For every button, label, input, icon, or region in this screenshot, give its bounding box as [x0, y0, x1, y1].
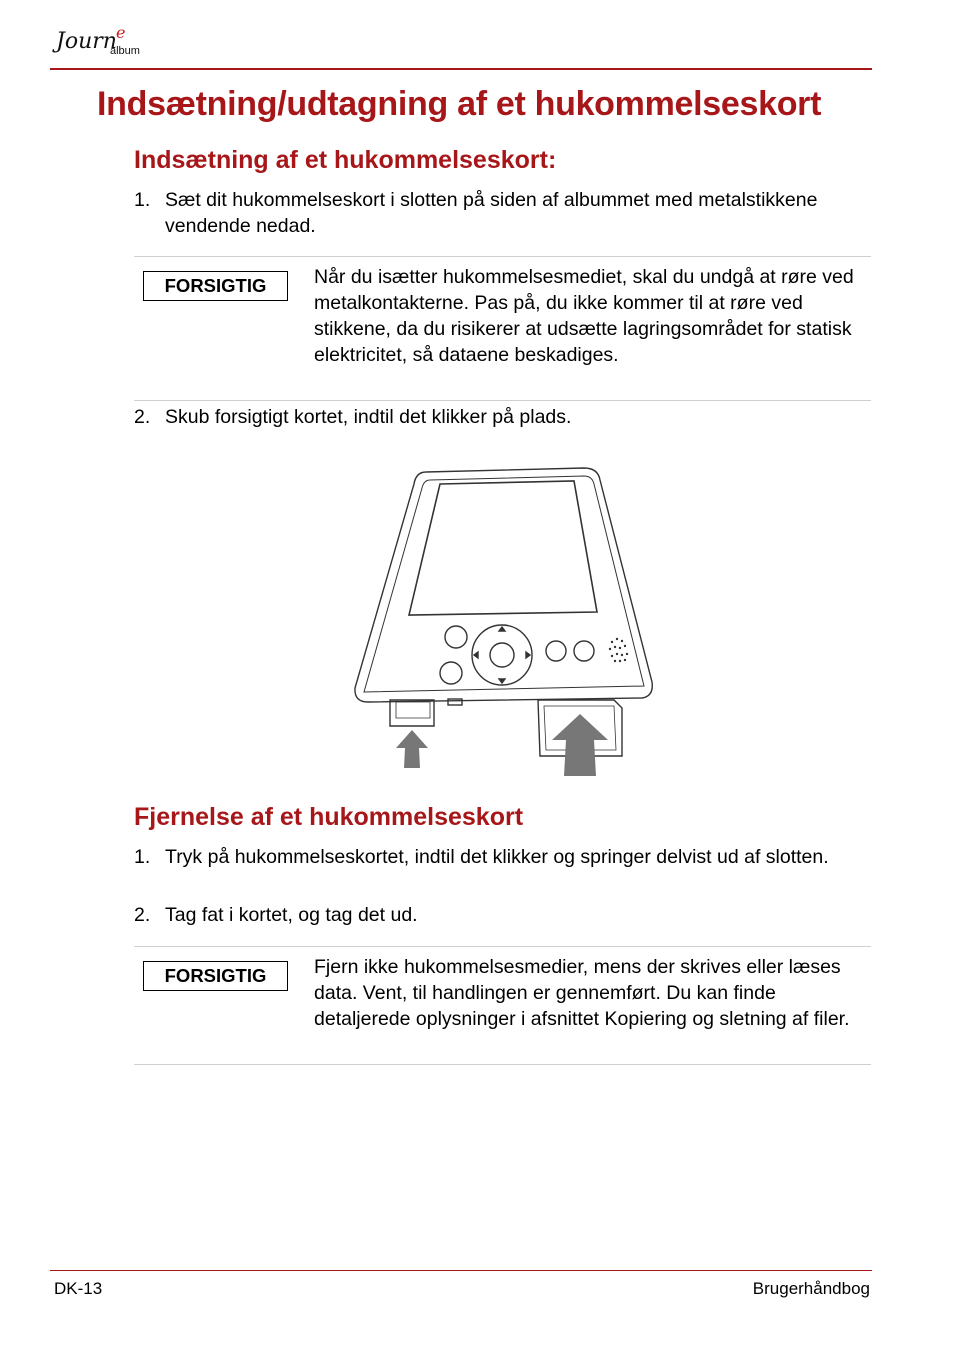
remove-step-2: [134, 902, 854, 928]
caution-box-remove: [134, 946, 871, 1065]
caution-badge: FORSIGTIG: [143, 961, 288, 991]
small-memory-card: [390, 700, 434, 726]
button-lower-left: [440, 662, 462, 684]
step-number: 2.: [134, 904, 151, 926]
device-card-insertion-illustration: [352, 464, 654, 778]
step-text: Skub forsigtigt kortet, indtil det klikker på plads.: [165, 406, 572, 428]
device-screen: [409, 481, 597, 615]
step-text: Sæt dit hukommelseskort i slotten på siden af albummet med metalstikkene vendende nedad.: [165, 189, 818, 237]
dpad-ring: [472, 625, 532, 685]
header-rule: [50, 68, 872, 70]
speaker-grille: [609, 638, 628, 662]
page-title: Indsætning/udtagning af et hukommelseskort: [97, 85, 822, 123]
section-heading-insert: Indsætning af et hukommelseskort:: [134, 146, 557, 174]
step-number: 1.: [134, 846, 151, 868]
step-text: Tag fat i kortet, og tag det ud.: [165, 904, 418, 926]
svg-text:e: e: [116, 23, 126, 42]
svg-text:Journ: Journ: [56, 29, 117, 54]
dpad-down-arrow: [499, 679, 505, 683]
insert-step-2: [134, 404, 854, 430]
arrow-small-card: [396, 730, 428, 768]
page-number: DK-13: [54, 1279, 103, 1298]
step-number: 2.: [134, 406, 151, 428]
caution-box-insert: [134, 256, 871, 401]
svg-text:album: album: [110, 45, 140, 57]
section-heading-remove: Fjernelse af et hukommelseskort: [134, 803, 524, 831]
dpad-left-arrow: [474, 652, 478, 658]
remove-step-1: [134, 844, 854, 870]
step-number: 1.: [134, 189, 151, 211]
dpad-up-arrow: [499, 627, 505, 631]
device-bezel: [364, 476, 644, 692]
dpad-center: [490, 643, 514, 667]
caution-text: Når du isætter hukommelsesmediet, skal du undgå at røre ved metalkontakterne. Pas på, du ikke kommer til at røre ved stikkene, da du risikerer at udsætte lagringsområdet for statisk elektricitet, så dataene beskadiges.: [314, 266, 854, 366]
caution-text: Fjern ikke hukommelsesmedier, mens der skrives eller læses data. Vent, til handlingen er gennemført. Du kan finde detaljerede oplysninger i afsnittet Kopiering og sletning af filer.: [314, 956, 850, 1030]
journe-album-logo: [50, 22, 160, 68]
dpad-right-arrow: [526, 652, 530, 658]
step-text: Tryk på hukommelseskortet, indtil det klikker og springer delvist ud af slotten.: [165, 846, 829, 868]
slot-indicator: [448, 699, 462, 705]
manual-name: Brugerhåndbog: [752, 1279, 870, 1298]
button-right-2: [574, 641, 594, 661]
caution-badge: FORSIGTIG: [143, 271, 288, 301]
insert-step-1: [134, 187, 854, 239]
footer-rule: [50, 1270, 872, 1271]
button-right-1: [546, 641, 566, 661]
button-upper-left: [445, 626, 467, 648]
arrow-large-card: [552, 714, 608, 776]
